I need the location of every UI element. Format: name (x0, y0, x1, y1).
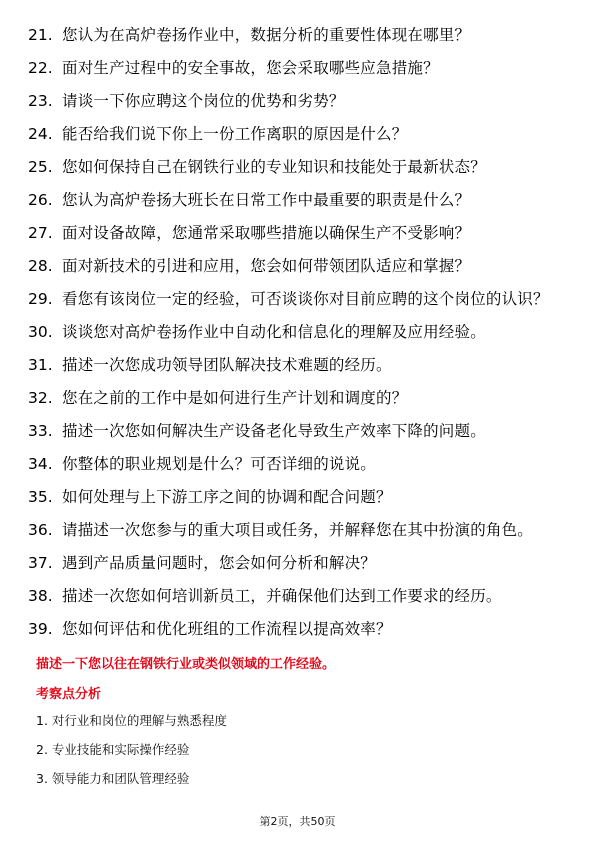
page-footer: 第2页，共50页 (259, 815, 336, 828)
question-number: 28. (28, 257, 53, 275)
question-item (28, 420, 568, 442)
question-text: 你整体的职业规划是什么？可否详细的说说。 (62, 455, 377, 473)
question-item (28, 618, 568, 640)
question-number: 26. (28, 191, 53, 209)
question-text: 您认为高炉卷扬大班长在日常工作中最重要的职责是什么？ (62, 191, 471, 209)
question-text: 面对生产过程中的安全事故，您会采取哪些应急措施？ (62, 59, 439, 77)
question-number: 39. (28, 620, 53, 638)
question-text: 如何处理与上下游工序之间的协调和配合问题？ (62, 488, 392, 506)
question-number: 22. (28, 59, 53, 77)
question-number: 29. (28, 290, 53, 308)
question-item (28, 453, 568, 475)
question-text: 面对新技术的引进和应用，您会如何带领团队适应和掌握？ (62, 257, 471, 275)
question-text: 您认为在高炉卷扬作业中，数据分析的重要性体现在哪里？ (62, 26, 471, 44)
question-text: 能否给我们说下你上一份工作离职的原因是什么？ (62, 125, 408, 143)
question-text: 遇到产品质量问题时，您会如何分析和解决？ (62, 554, 377, 572)
question-item (28, 387, 568, 409)
question-text: 您如何保持自己在钢铁行业的专业知识和技能处于最新状态？ (62, 158, 486, 176)
question-text: 您在之前的工作中是如何进行生产计划和调度的？ (62, 389, 408, 407)
question-item (28, 189, 568, 211)
analysis-point: 1. 对行业和岗位的理解与熟悉程度 (36, 713, 227, 728)
question-text: 请谈一下你应聘这个岗位的优势和劣势？ (62, 92, 345, 110)
question-item (28, 585, 568, 607)
question-item (28, 255, 568, 277)
question-item (28, 156, 568, 178)
question-text: 看您有该岗位一定的经验，可否谈谈你对目前应聘的这个岗位的认识？ (62, 290, 549, 308)
analysis-point: 3. 领导能力和团队管理经验 (36, 771, 190, 786)
question-number: 30. (28, 323, 53, 341)
question-number: 35. (28, 488, 53, 506)
question-number: 21. (28, 26, 53, 44)
question-item (28, 519, 568, 541)
question-text: 您如何评估和优化班组的工作流程以提高效率？ (62, 620, 392, 638)
question-item (28, 57, 568, 79)
question-text: 面对设备故障，您通常采取哪些措施以确保生产不受影响？ (62, 224, 471, 242)
question-number: 36. (28, 521, 53, 539)
question-text: 描述一次您成功领导团队解决技术难题的经历。 (62, 356, 392, 374)
question-number: 33. (28, 422, 53, 440)
question-item (28, 222, 568, 244)
question-text: 描述一次您如何解决生产设备老化导致生产效率下降的问题。 (62, 422, 486, 440)
question-item (28, 123, 568, 145)
question-text: 谈谈您对高炉卷扬作业中自动化和信息化的理解及应用经验。 (62, 323, 486, 341)
highlight-question: 描述一下您以往在钢铁行业或类似领域的工作经验。 (36, 657, 336, 672)
analysis-title: 考察点分析 (36, 687, 102, 702)
question-list (28, 24, 568, 651)
question-number: 27. (28, 224, 53, 242)
question-text: 请描述一次您参与的重大项目或任务，并解释您在其中扮演的角色。 (62, 521, 534, 539)
question-item (28, 552, 568, 574)
question-text: 描述一次您如何培训新员工，并确保他们达到工作要求的经历。 (62, 587, 502, 605)
question-item (28, 321, 568, 343)
question-item (28, 354, 568, 376)
question-item (28, 486, 568, 508)
question-number: 24. (28, 125, 53, 143)
question-item (28, 90, 568, 112)
question-item (28, 24, 568, 46)
question-number: 31. (28, 356, 53, 374)
question-number: 23. (28, 92, 53, 110)
question-number: 37. (28, 554, 53, 572)
analysis-point: 2. 专业技能和实际操作经验 (36, 742, 190, 757)
question-number: 25. (28, 158, 53, 176)
question-number: 38. (28, 587, 53, 605)
question-number: 32. (28, 389, 53, 407)
question-number: 34. (28, 455, 53, 473)
analysis-points (36, 712, 227, 799)
question-item (28, 288, 568, 310)
